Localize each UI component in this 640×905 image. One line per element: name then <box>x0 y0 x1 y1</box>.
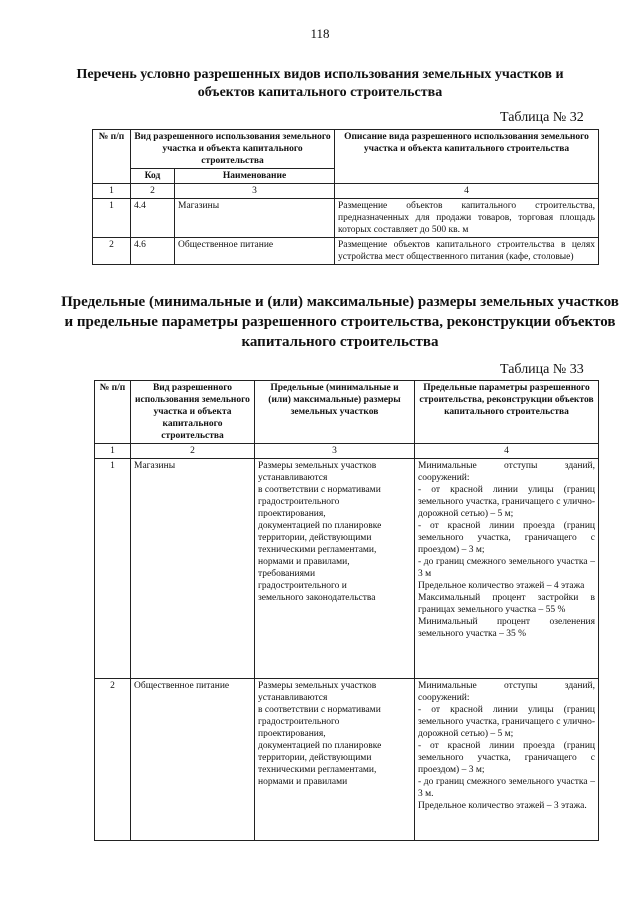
col-number: 1 <box>95 444 131 459</box>
header-code: Код <box>131 169 175 184</box>
params-line: Минимальный процент озеленения земельного участка – 35 % <box>418 617 595 639</box>
params-line: Предельное количество этажей – 3 этажа. <box>418 801 587 811</box>
header-desc: Описание вида разрешенного использования земельного участка и объекта капитального строительства <box>335 130 599 184</box>
row-type: Магазины <box>131 459 255 679</box>
header-type: Вид разрешенного использования земельного участка и объекта капитального строительства <box>131 381 255 444</box>
table-row <box>95 459 599 679</box>
params-line: - от красной линии проезда (границ земельного участка, граничащего с проездом) – 3 м; <box>418 521 595 555</box>
table-row <box>93 238 599 265</box>
table-row <box>93 199 599 238</box>
row-type: Общественное питание <box>131 679 255 841</box>
row-desc: Размещение объектов капитального строительства в целях устройства мест общественного питания (кафе, столовые) <box>335 238 599 265</box>
sizes-line: устанавливаются <box>258 473 328 483</box>
header-type: Вид разрешенного использования земельного участка и объекта капитального строительства <box>131 130 335 169</box>
section-title-permitted-uses: Перечень условно разрешенных видов использования земельных участков и объектов капитального строительства <box>76 67 564 100</box>
sizes-line: техническими регламентами, <box>258 765 377 775</box>
params-line: - до границ смежного земельного участка – 3 м. <box>418 777 595 799</box>
row-name: Общественное питание <box>175 238 335 265</box>
params-line: - от красной линии улицы (границ земельного участка, граничащего с улично-дорожной сетью) – 5 м; <box>418 485 595 519</box>
col-number: 1 <box>93 184 131 199</box>
sizes-line: Размеры земельных участков <box>258 681 377 691</box>
sizes-line: территории, действующими <box>258 753 372 763</box>
row-num: 1 <box>95 459 131 679</box>
row-params <box>415 459 599 679</box>
row-code: 4.6 <box>131 238 175 265</box>
sizes-line: Размеры земельных участков <box>258 461 377 471</box>
row-desc: Размещение объектов капитального строительства, предназначенных для продажи товаров, торговая площадь которых составляет до 500 кв. м <box>335 199 599 238</box>
sizes-line: градостроительного <box>258 497 340 507</box>
sizes-line: нормами и правилами <box>258 777 348 787</box>
col-number: 2 <box>131 444 255 459</box>
table-32 <box>92 129 599 265</box>
sizes-line: документацией по планировке <box>258 741 382 751</box>
row-code: 4.4 <box>131 199 175 238</box>
sizes-line: в соответствии с нормативами <box>258 705 381 715</box>
sizes-line: территории, действующими <box>258 533 372 543</box>
sizes-line: документацией по планировке <box>258 521 382 531</box>
col-number: 4 <box>335 184 599 199</box>
sizes-line: устанавливаются <box>258 693 328 703</box>
params-line: Минимальные отступы зданий, сооружений: <box>418 461 595 483</box>
row-num: 1 <box>93 199 131 238</box>
row-sizes <box>255 459 415 679</box>
header-num: № п/п <box>95 381 131 444</box>
sizes-line: проектирования, <box>258 509 326 519</box>
params-line: - от красной линии улицы (границ земельного участка, граничащего с улично-дорожной сетью) – 5 м; <box>418 705 595 739</box>
row-name: Магазины <box>175 199 335 238</box>
params-line: Предельное количество этажей – 4 этажа <box>418 581 585 591</box>
row-num: 2 <box>95 679 131 841</box>
table-33-label: Таблица № 33 <box>500 362 584 377</box>
params-line: Минимальные отступы зданий, сооружений: <box>418 681 595 703</box>
col-number: 4 <box>415 444 599 459</box>
sizes-line: требованиями <box>258 569 316 579</box>
sizes-line: проектирования, <box>258 729 326 739</box>
params-line: - от красной линии проезда (границ земельного участка, граничащего с проездом) – 3 м; <box>418 741 595 775</box>
page-number: 118 <box>310 26 330 41</box>
table-33 <box>94 380 599 841</box>
params-line: Максимальный процент застройки в границах земельного участка – 55 % <box>418 593 595 615</box>
section-title-limits: Предельные (минимальные и (или) максимальные) размеры земельных участков и предельные параметры разрешенного строительства, реконструкции объектов капитального строительства <box>61 294 619 350</box>
row-params <box>415 679 599 841</box>
sizes-line: градостроительного и <box>258 581 347 591</box>
col-number: 3 <box>175 184 335 199</box>
header-sizes: Предельные (минимальные и (или) максимальные) размеры земельных участков <box>255 381 415 444</box>
table-row <box>95 679 599 841</box>
params-line: - до границ смежного земельного участка – 3 м <box>418 557 595 579</box>
sizes-line: земельного законодательства <box>258 593 376 603</box>
table-32-label: Таблица № 32 <box>500 110 584 125</box>
header-params: Предельные параметры разрешенного строительства, реконструкции объектов капитального строительства <box>415 381 599 444</box>
row-num: 2 <box>93 238 131 265</box>
sizes-line: градостроительного <box>258 717 340 727</box>
sizes-line: нормами и правилами, <box>258 557 350 567</box>
row-sizes <box>255 679 415 841</box>
header-name: Наименование <box>175 169 335 184</box>
col-number: 2 <box>131 184 175 199</box>
col-number: 3 <box>255 444 415 459</box>
sizes-line: в соответствии с нормативами <box>258 485 381 495</box>
sizes-line: техническими регламентами, <box>258 545 377 555</box>
header-num: № п/п <box>93 130 131 184</box>
